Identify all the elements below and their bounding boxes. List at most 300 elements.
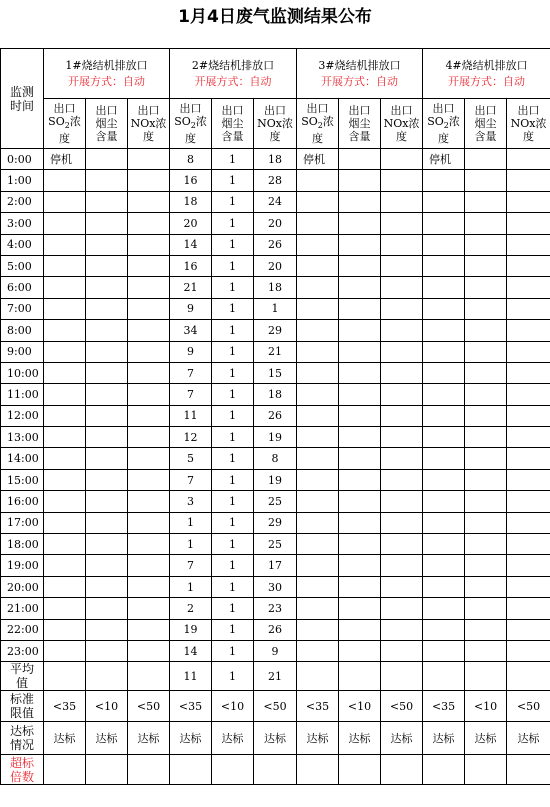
table-cell <box>86 384 128 405</box>
table-row <box>1 170 550 191</box>
table-cell <box>381 512 423 533</box>
table-cell: 停机 <box>297 149 339 170</box>
table-cell <box>507 555 550 576</box>
table-cell <box>339 149 381 170</box>
table-cell <box>44 277 86 298</box>
table-cell <box>44 427 86 448</box>
table-cell <box>86 576 128 597</box>
table-cell: <35 <box>170 691 212 722</box>
table-cell <box>128 662 170 691</box>
table-row <box>1 255 550 276</box>
table-cell <box>465 341 507 362</box>
table-cell <box>339 191 381 212</box>
table-cell <box>381 469 423 490</box>
table-cell: 1 <box>212 555 254 576</box>
row-label: 达标 情况 <box>1 722 44 755</box>
table-cell <box>465 298 507 319</box>
table-cell: 20 <box>254 255 297 276</box>
table-cell <box>423 255 465 276</box>
table-cell: 28 <box>254 170 297 191</box>
table-cell <box>381 576 423 597</box>
table-cell <box>423 191 465 212</box>
table-cell <box>128 277 170 298</box>
table-cell: 1 <box>212 213 254 234</box>
table-cell: 停机 <box>423 149 465 170</box>
table-cell <box>507 405 550 426</box>
table-cell: <50 <box>507 691 550 722</box>
table-row <box>1 298 550 319</box>
table-cell: 1 <box>212 255 254 276</box>
table-cell <box>339 755 381 785</box>
outlet-header-3: 3#烧结机排放口 开展方式：自动 <box>297 49 423 99</box>
table-row <box>1 576 550 597</box>
table-cell: 1 <box>212 491 254 512</box>
table-cell <box>128 341 170 362</box>
row-label: 8:00 <box>1 320 44 341</box>
exceed-row <box>1 755 550 785</box>
table-cell <box>423 491 465 512</box>
table-cell <box>339 534 381 555</box>
table-cell <box>297 213 339 234</box>
table-cell <box>465 362 507 383</box>
table-cell <box>128 191 170 212</box>
table-cell <box>507 277 550 298</box>
table-cell <box>297 170 339 191</box>
table-cell <box>507 512 550 533</box>
table-cell <box>297 341 339 362</box>
table-cell <box>86 362 128 383</box>
table-cell <box>86 512 128 533</box>
table-cell <box>339 598 381 619</box>
table-cell <box>381 427 423 448</box>
table-row <box>1 640 550 661</box>
table-cell <box>254 755 297 785</box>
row-label: 6:00 <box>1 277 44 298</box>
table-cell: 1 <box>170 576 212 597</box>
table-cell <box>86 598 128 619</box>
table-cell: 1 <box>212 512 254 533</box>
row-label: 20:00 <box>1 576 44 597</box>
table-cell <box>381 234 423 255</box>
table-cell <box>128 405 170 426</box>
table-cell: 1 <box>212 362 254 383</box>
table-cell <box>381 555 423 576</box>
table-cell <box>44 234 86 255</box>
table-cell <box>423 427 465 448</box>
table-cell <box>381 619 423 640</box>
table-cell: 21 <box>254 341 297 362</box>
table-cell <box>381 255 423 276</box>
monitor-time-header: 监测 时间 <box>1 49 44 149</box>
table-cell: 达标 <box>423 722 465 755</box>
nox-column-header: 出口 NOx浓 度 <box>128 99 170 149</box>
table-cell: 1 <box>212 427 254 448</box>
table-cell <box>465 320 507 341</box>
table-cell: 34 <box>170 320 212 341</box>
table-row <box>1 149 550 170</box>
table-cell <box>128 512 170 533</box>
table-cell <box>339 405 381 426</box>
table-cell <box>507 149 550 170</box>
table-cell: 1 <box>212 341 254 362</box>
table-row <box>1 448 550 469</box>
table-cell <box>170 755 212 785</box>
table-cell: 18 <box>254 149 297 170</box>
table-cell: 达标 <box>381 722 423 755</box>
table-cell <box>423 213 465 234</box>
table-cell <box>128 755 170 785</box>
table-cell <box>339 341 381 362</box>
table-cell <box>423 170 465 191</box>
table-row <box>1 341 550 362</box>
table-cell <box>507 341 550 362</box>
table-cell <box>507 362 550 383</box>
table-cell <box>86 619 128 640</box>
table-cell <box>297 298 339 319</box>
table-cell <box>339 448 381 469</box>
table-cell <box>465 405 507 426</box>
table-cell: 1 <box>254 298 297 319</box>
table-cell: <10 <box>212 691 254 722</box>
table-cell <box>44 298 86 319</box>
table-row <box>1 277 550 298</box>
table-cell <box>44 469 86 490</box>
table-cell <box>86 534 128 555</box>
table-cell: <10 <box>465 691 507 722</box>
table-cell <box>381 491 423 512</box>
table-cell: 1 <box>212 576 254 597</box>
table-cell <box>297 384 339 405</box>
table-cell <box>465 512 507 533</box>
table-cell <box>381 170 423 191</box>
table-cell: 1 <box>212 234 254 255</box>
table-cell: 达标 <box>254 722 297 755</box>
table-cell: 达标 <box>170 722 212 755</box>
row-label: 10:00 <box>1 362 44 383</box>
table-cell <box>339 234 381 255</box>
table-cell <box>297 576 339 597</box>
table-row <box>1 234 550 255</box>
nox-column-header: 出口 NOx浓 度 <box>254 99 297 149</box>
table-cell <box>339 576 381 597</box>
table-cell <box>507 234 550 255</box>
table-cell <box>297 362 339 383</box>
table-cell <box>128 234 170 255</box>
table-cell <box>128 149 170 170</box>
table-cell <box>507 427 550 448</box>
table-cell <box>381 384 423 405</box>
table-cell <box>297 469 339 490</box>
row-label: 4:00 <box>1 234 44 255</box>
table-cell <box>297 320 339 341</box>
table-cell: 1 <box>212 298 254 319</box>
table-cell <box>44 640 86 661</box>
table-cell <box>86 469 128 490</box>
table-cell <box>44 341 86 362</box>
table-cell <box>507 213 550 234</box>
table-cell: 1 <box>212 598 254 619</box>
table-cell: 达标 <box>297 722 339 755</box>
table-cell: 8 <box>170 149 212 170</box>
table-cell <box>128 469 170 490</box>
table-cell: 2 <box>170 598 212 619</box>
table-cell <box>128 213 170 234</box>
table-cell: 16 <box>170 170 212 191</box>
table-cell <box>465 598 507 619</box>
table-row <box>1 619 550 640</box>
table-cell <box>128 640 170 661</box>
table-cell <box>423 755 465 785</box>
table-cell <box>339 255 381 276</box>
dust-column-header: 出口 烟尘 含量 <box>86 99 128 149</box>
table-cell <box>507 640 550 661</box>
table-cell <box>507 448 550 469</box>
table-cell <box>339 662 381 691</box>
table-cell: 1 <box>212 320 254 341</box>
table-cell <box>465 640 507 661</box>
table-cell <box>465 427 507 448</box>
table-cell <box>507 534 550 555</box>
table-cell <box>297 255 339 276</box>
table-cell: 20 <box>254 213 297 234</box>
table-cell: 8 <box>254 448 297 469</box>
table-cell <box>423 555 465 576</box>
table-cell: 21 <box>170 277 212 298</box>
table-cell <box>44 213 86 234</box>
table-cell: 14 <box>170 640 212 661</box>
table-cell <box>423 512 465 533</box>
page-title: 1月4日废气监测结果公布 <box>178 7 372 27</box>
so2-column-header: 出口 $SO_2$浓 度 <box>44 99 86 149</box>
nox-column-header: 出口 NOx浓 度 <box>507 99 550 149</box>
table-cell: <10 <box>86 691 128 722</box>
table-cell <box>423 619 465 640</box>
table-cell: 9 <box>170 298 212 319</box>
table-cell <box>465 662 507 691</box>
table-cell <box>339 491 381 512</box>
row-label: 21:00 <box>1 598 44 619</box>
table-cell: 9 <box>170 341 212 362</box>
table-cell <box>128 384 170 405</box>
table-cell: <50 <box>254 691 297 722</box>
table-cell <box>297 405 339 426</box>
table-cell: 26 <box>254 405 297 426</box>
table-cell <box>44 755 86 785</box>
table-cell <box>339 555 381 576</box>
table-cell: 16 <box>170 255 212 276</box>
table-cell <box>423 662 465 691</box>
dust-column-header: 出口 烟尘 含量 <box>465 99 507 149</box>
table-cell <box>86 448 128 469</box>
dust-column-header: 出口 烟尘 含量 <box>339 99 381 149</box>
table-cell: 9 <box>254 640 297 661</box>
table-cell <box>381 341 423 362</box>
table-cell: 29 <box>254 320 297 341</box>
table-cell: 18 <box>254 384 297 405</box>
table-cell: 1 <box>212 619 254 640</box>
table-cell <box>381 362 423 383</box>
table-cell: <50 <box>381 691 423 722</box>
table-cell <box>381 320 423 341</box>
table-cell <box>128 598 170 619</box>
table-cell: <35 <box>423 691 465 722</box>
table-cell: 21 <box>254 662 297 691</box>
table-cell <box>507 320 550 341</box>
table-cell <box>297 640 339 661</box>
table-cell <box>86 755 128 785</box>
table-cell: 7 <box>170 555 212 576</box>
table-cell <box>86 170 128 191</box>
table-row <box>1 491 550 512</box>
table-cell: 11 <box>170 662 212 691</box>
table-cell <box>128 448 170 469</box>
table-cell <box>297 277 339 298</box>
table-cell <box>465 170 507 191</box>
table-cell <box>423 234 465 255</box>
table-cell <box>465 234 507 255</box>
table-cell <box>128 255 170 276</box>
row-label: 19:00 <box>1 555 44 576</box>
row-label: 0:00 <box>1 149 44 170</box>
table-cell <box>381 598 423 619</box>
row-label: 17:00 <box>1 512 44 533</box>
table-cell: <35 <box>44 691 86 722</box>
table-cell <box>507 598 550 619</box>
table-cell: 17 <box>254 555 297 576</box>
table-cell: 24 <box>254 191 297 212</box>
table-cell <box>128 298 170 319</box>
row-label: 18:00 <box>1 534 44 555</box>
outlet-header-2: 2#烧结机排放口 开展方式：自动 <box>170 49 297 99</box>
table-cell: 11 <box>170 405 212 426</box>
table-cell <box>86 491 128 512</box>
table-cell <box>128 320 170 341</box>
table-cell: 1 <box>170 534 212 555</box>
table-cell <box>297 619 339 640</box>
table-cell <box>297 755 339 785</box>
table-row <box>1 598 550 619</box>
row-label: 23:00 <box>1 640 44 661</box>
table-row <box>1 320 550 341</box>
table-row <box>1 469 550 490</box>
table-cell <box>423 598 465 619</box>
row-label: 7:00 <box>1 298 44 319</box>
table-cell <box>339 277 381 298</box>
row-label: 2:00 <box>1 191 44 212</box>
table-cell <box>339 619 381 640</box>
limit-row <box>1 691 550 722</box>
row-label: 12:00 <box>1 405 44 426</box>
table-row <box>1 534 550 555</box>
emission-table <box>0 48 550 785</box>
row-label: 22:00 <box>1 619 44 640</box>
table-cell <box>44 255 86 276</box>
table-cell: 26 <box>254 619 297 640</box>
table-cell: 1 <box>212 469 254 490</box>
table-cell <box>86 405 128 426</box>
table-cell <box>128 491 170 512</box>
table-cell: <35 <box>297 691 339 722</box>
outlet-header-4: 4#烧结机排放口 开展方式：自动 <box>423 49 550 99</box>
table-cell: 19 <box>170 619 212 640</box>
table-cell <box>465 576 507 597</box>
table-cell <box>86 298 128 319</box>
table-cell <box>86 277 128 298</box>
row-label: 14:00 <box>1 448 44 469</box>
table-cell: 1 <box>212 534 254 555</box>
table-cell <box>381 191 423 212</box>
table-cell <box>44 512 86 533</box>
row-label: 5:00 <box>1 255 44 276</box>
table-row <box>1 512 550 533</box>
table-cell <box>339 512 381 533</box>
table-cell <box>44 555 86 576</box>
table-cell: 达标 <box>212 722 254 755</box>
table-cell: 达标 <box>128 722 170 755</box>
table-cell <box>507 662 550 691</box>
table-cell <box>465 384 507 405</box>
table-cell <box>297 555 339 576</box>
table-cell: 1 <box>212 405 254 426</box>
table-cell <box>423 534 465 555</box>
table-cell <box>212 755 254 785</box>
table-cell <box>507 255 550 276</box>
table-cell <box>507 755 550 785</box>
table-cell <box>297 448 339 469</box>
row-label: 15:00 <box>1 469 44 490</box>
table-cell <box>44 448 86 469</box>
average-row <box>1 662 550 691</box>
table-cell <box>44 534 86 555</box>
table-cell <box>297 662 339 691</box>
table-cell: 30 <box>254 576 297 597</box>
table-cell <box>423 298 465 319</box>
table-cell <box>423 384 465 405</box>
table-cell <box>44 598 86 619</box>
table-row <box>1 362 550 383</box>
table-cell <box>423 576 465 597</box>
table-cell <box>339 640 381 661</box>
table-cell <box>423 341 465 362</box>
table-cell <box>465 534 507 555</box>
table-cell <box>423 362 465 383</box>
table-cell <box>128 534 170 555</box>
table-cell: 1 <box>212 384 254 405</box>
table-cell <box>507 298 550 319</box>
table-cell <box>423 277 465 298</box>
table-cell <box>381 755 423 785</box>
table-cell <box>86 555 128 576</box>
table-row <box>1 384 550 405</box>
table-cell <box>297 598 339 619</box>
table-cell: 停机 <box>44 149 86 170</box>
table-cell <box>297 234 339 255</box>
table-cell <box>128 170 170 191</box>
table-cell: 7 <box>170 384 212 405</box>
table-cell <box>465 277 507 298</box>
table-cell: 23 <box>254 598 297 619</box>
table-cell <box>381 448 423 469</box>
table-cell <box>339 170 381 191</box>
table-cell: 19 <box>254 469 297 490</box>
table-cell <box>297 191 339 212</box>
nox-column-header: 出口 NOx浓 度 <box>381 99 423 149</box>
table-cell <box>381 298 423 319</box>
table-cell <box>381 405 423 426</box>
table-cell <box>381 662 423 691</box>
table-row <box>1 427 550 448</box>
row-label: 标准 限值 <box>1 691 44 722</box>
